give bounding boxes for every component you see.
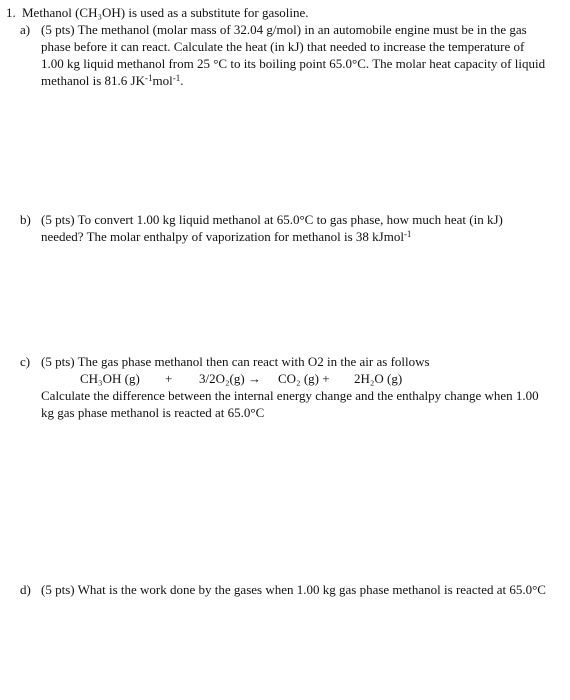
reaction-equation bbox=[0, 370, 570, 388]
equation-product-2: 2H₂O (g) bbox=[354, 371, 403, 386]
part-a-end: . bbox=[180, 73, 184, 88]
part-c-line-4: kg gas phase methanol is reacted at 65.0°C bbox=[41, 405, 265, 420]
part-b-line-1: (5 pts) To convert 1.00 kg liquid methanol at 65.0°C to gas phase, how much heat (in kJ) bbox=[41, 212, 503, 227]
equation-reactant-2: 3/2O₂(g) → bbox=[199, 371, 261, 386]
part-b-line-2-text: needed? The molar enthalpy of vaporization for methanol is 38 kJmol bbox=[41, 229, 404, 244]
part-b-label: b) bbox=[20, 212, 31, 227]
part-a-mol: mol bbox=[152, 73, 173, 88]
part-a-sup-1: -1 bbox=[145, 73, 153, 83]
part-a-line-1: (5 pts) The methanol (molar mass of 32.04 g/mol) in an automobile engine must be in the gas bbox=[41, 22, 527, 37]
part-b-line-2 bbox=[41, 228, 411, 246]
part-b-sup: -1 bbox=[403, 229, 412, 239]
part-a-line-2: phase before it can react. Calculate the heat (in kJ) that needed to increase the temperature of bbox=[41, 39, 525, 54]
part-a-label: a) bbox=[20, 22, 31, 37]
part-c-label: c) bbox=[20, 354, 31, 369]
part-a-line-4-text: methanol is 81.6 JK bbox=[41, 73, 145, 88]
part-a-line-3: 1.00 kg liquid methanol from 25 °C to its boiling point 65.0°C. The molar heat capacity of liquid bbox=[41, 56, 546, 71]
equation-plus: + bbox=[165, 371, 173, 386]
part-a-sup-2: -1 bbox=[172, 73, 181, 83]
part-d-label: d) bbox=[20, 582, 31, 597]
part-d-line-1: (5 pts) What is the work done by the gases when 1.00 kg gas phase methanol is reacted at 65.0°C bbox=[41, 582, 546, 597]
part-c-line-1: (5 pts) The gas phase methanol then can react with O2 in the air as follows bbox=[41, 354, 430, 369]
part-a-line-4 bbox=[41, 72, 183, 90]
question-number: 1. bbox=[6, 5, 16, 20]
equation-reactant-1: CH₃OH (g) bbox=[80, 371, 140, 386]
equation-product-1: CO₂ (g) + bbox=[278, 371, 330, 386]
part-c-line-3: Calculate the difference between the internal energy change and the enthalpy change when 1.00 bbox=[41, 388, 539, 403]
question-intro: Methanol (CH₃OH) is used as a substitute for gasoline. bbox=[22, 5, 309, 20]
